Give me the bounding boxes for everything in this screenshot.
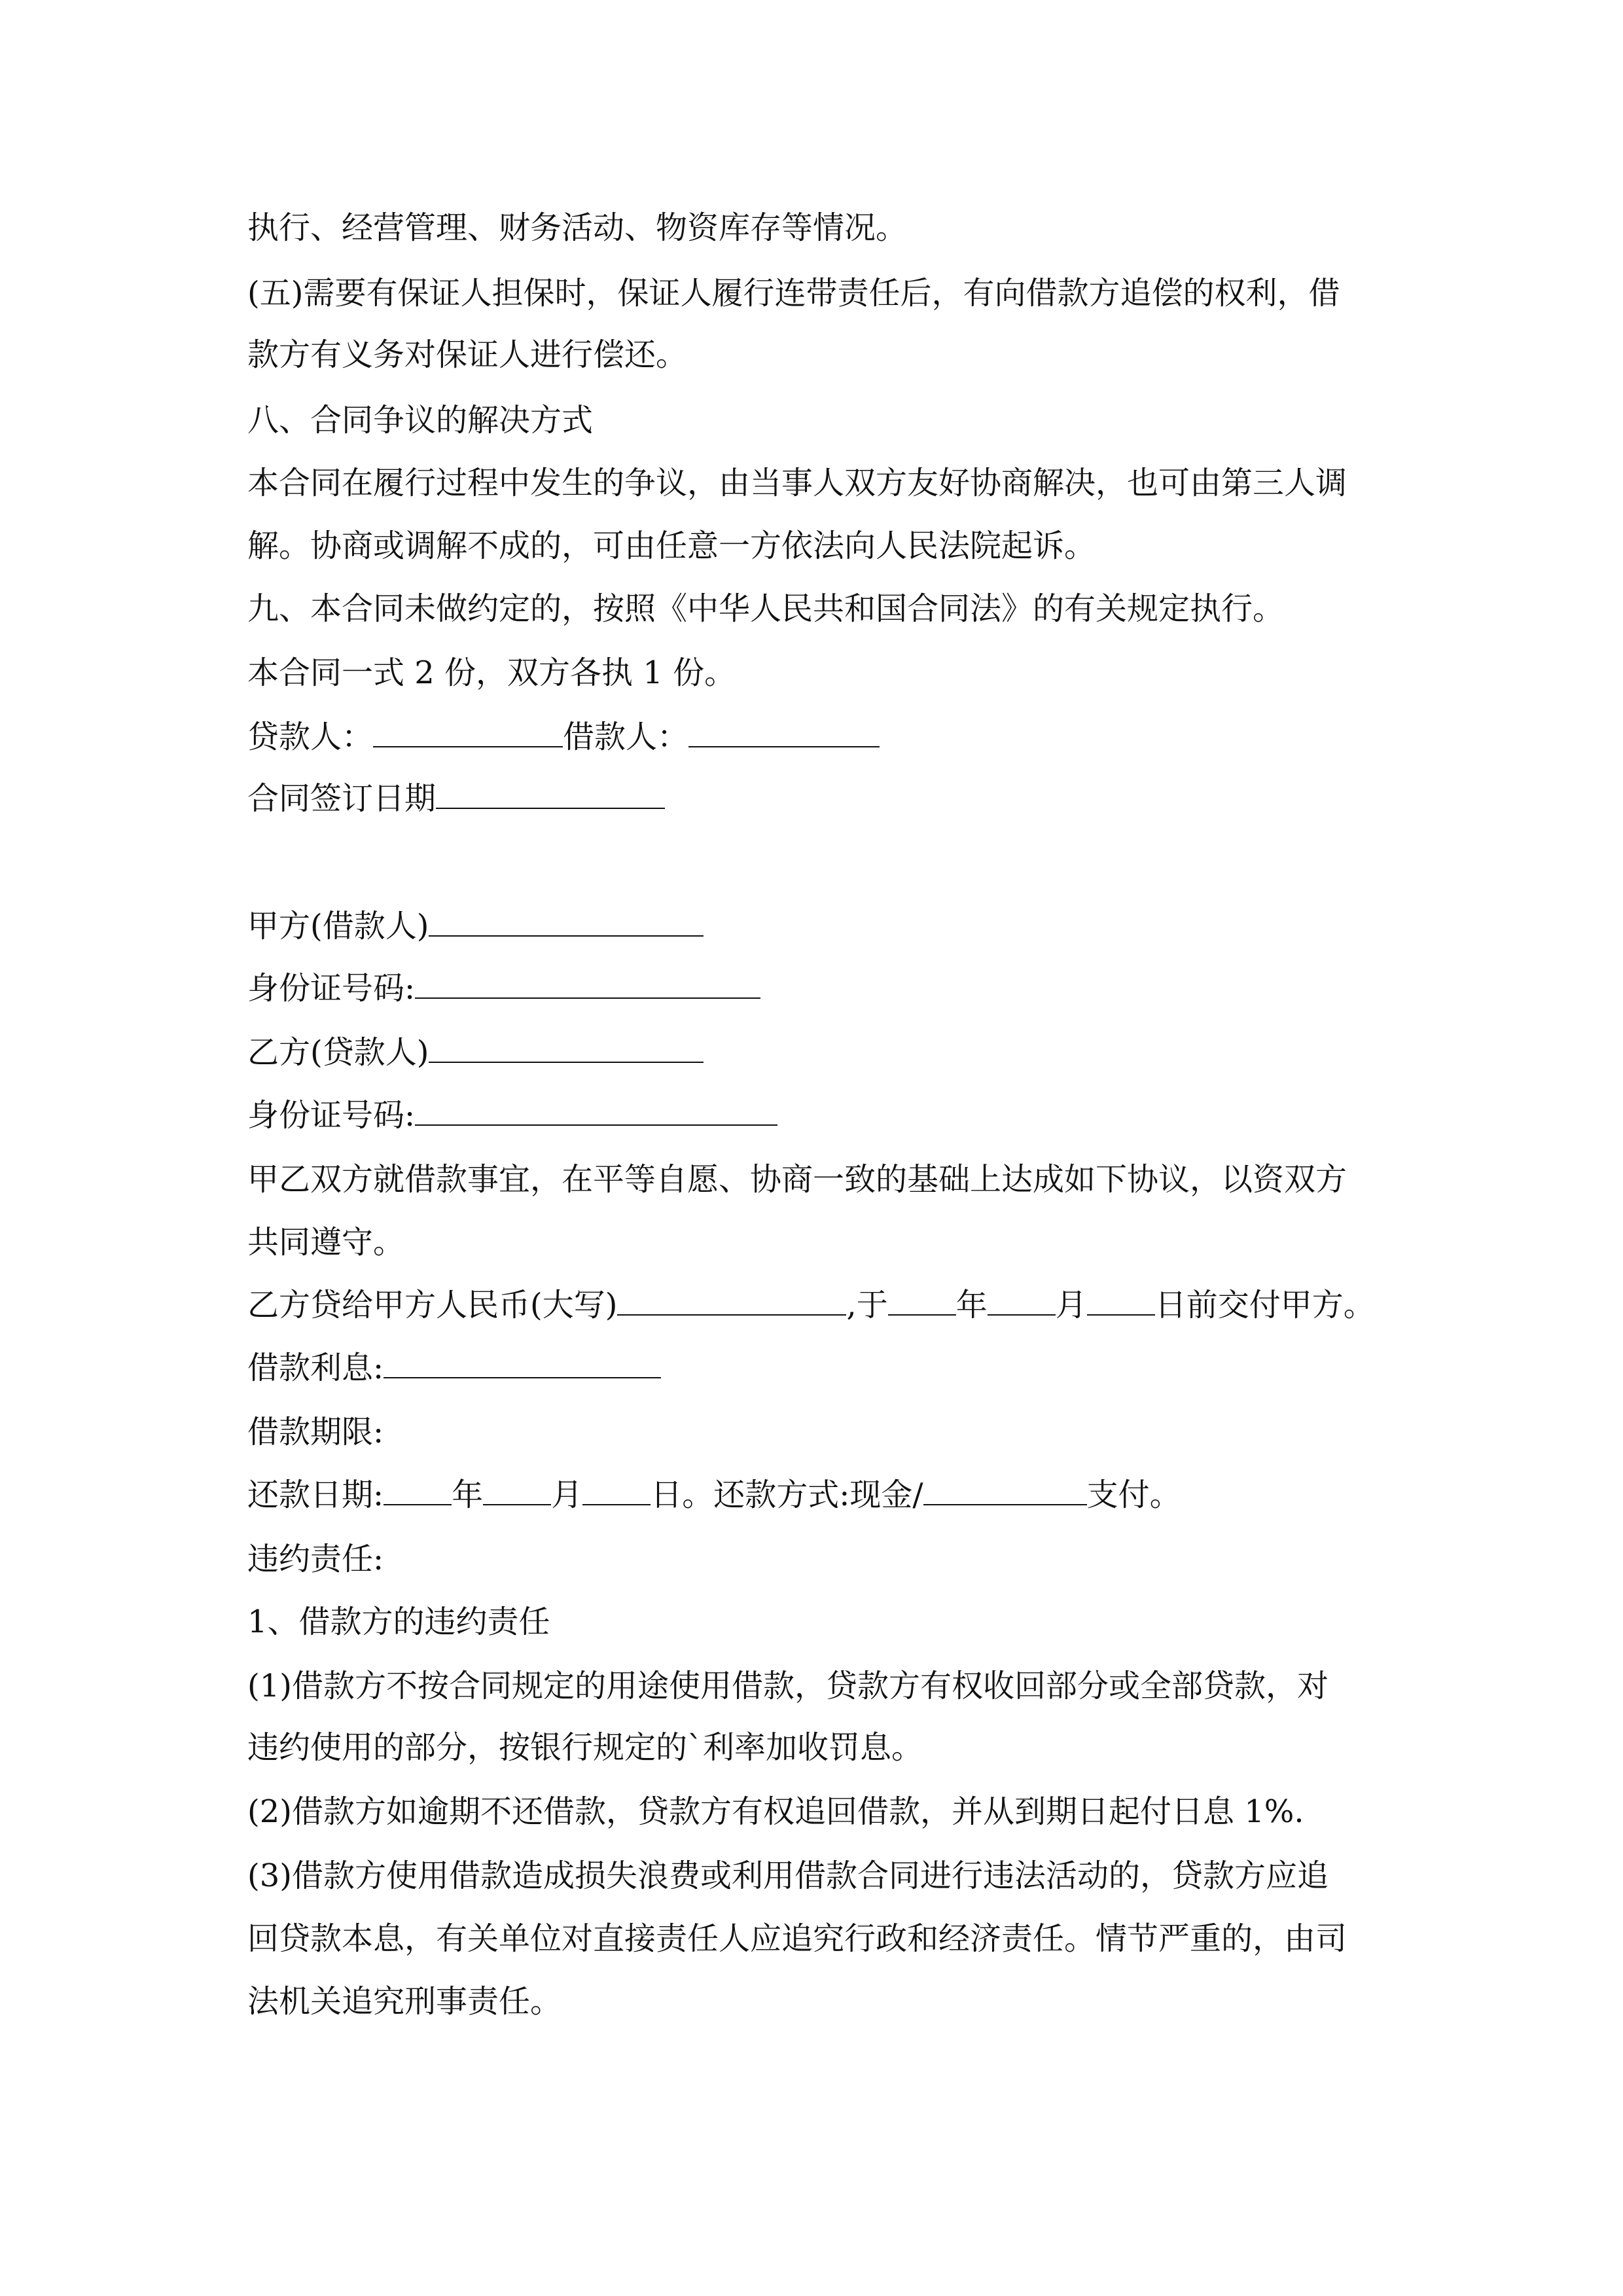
delivery-year-label: 年 [955, 1287, 988, 1323]
delivery-day-blank[interactable] [1087, 1285, 1155, 1316]
repay-day-method: 日。还款方式:现金/ [651, 1477, 923, 1513]
id-line-b [247, 1096, 777, 1135]
id-label-b: 身份证号码: [247, 1097, 416, 1134]
text-line: 解。协商或调解不成的，可由任意一方依法向人民法院起诉。 [247, 528, 1096, 564]
intro-line: 甲乙双方就借款事宜，在平等自愿、协商一致的基础上达成如下协议，以资双方 [247, 1161, 1347, 1198]
breach-item-1: 违约使用的部分，按银行规定的`利率加收罚息。 [247, 1729, 923, 1766]
party-b-line [247, 1033, 704, 1072]
interest-line [247, 1348, 661, 1388]
text-line: 执行、经营管理、财务活动、物资库存等情况。 [247, 209, 908, 246]
amount-blank[interactable] [617, 1285, 846, 1316]
amount-prefix: 乙方贷给甲方人民币(大写) [247, 1287, 618, 1323]
payment-method-blank[interactable] [923, 1475, 1087, 1505]
section-heading: 九、本合同未做约定的，按照《中华人民共和国合同法》的有关规定执行。 [247, 590, 1285, 627]
breach-item-3: 法机关追究刑事责任。 [247, 1983, 562, 2020]
breach-item-3: (3)借款方使用借款造成损失浪费或利用借款合同进行违法活动的，贷款方应追 [247, 1857, 1329, 1894]
id-label-a: 身份证号码: [247, 970, 416, 1007]
lender-blank[interactable] [373, 717, 563, 747]
id-blank-a[interactable] [415, 969, 760, 999]
signing-date-blank[interactable] [436, 779, 665, 809]
repay-year-label: 年 [452, 1477, 484, 1513]
amount-at: ,于 [846, 1287, 888, 1323]
repay-pay: 支付。 [1086, 1477, 1181, 1513]
section-heading: 八、合同争议的解决方式 [247, 402, 594, 439]
text-line: 款方有义务对保证人进行偿还。 [247, 336, 688, 373]
repay-month-label: 月 [551, 1477, 583, 1513]
intro-line: 共同遵守。 [247, 1224, 405, 1261]
delivery-month-blank[interactable] [988, 1285, 1056, 1316]
breach-item-1: (1)借款方不按合同规定的用途使用借款，贷款方有权收回部分或全部贷款，对 [247, 1668, 1329, 1704]
delivery-day-suffix: 日前交付甲方。 [1154, 1287, 1375, 1323]
text-line: (五)需要有保证人担保时，保证人履行连带责任后，有向借款方追偿的权利，借 [247, 275, 1340, 312]
repay-line [247, 1475, 1181, 1515]
repay-day-blank[interactable] [582, 1475, 651, 1505]
party-b-blank[interactable] [429, 1033, 704, 1063]
breach-label: 违约责任: [247, 1541, 384, 1577]
repay-label: 还款日期: [247, 1477, 384, 1513]
delivery-month-label: 月 [1055, 1287, 1087, 1323]
signing-date-label: 合同签订日期 [247, 780, 437, 817]
breach-title: 1、借款方的违约责任 [247, 1604, 550, 1640]
party-b-label: 乙方(贷款人) [247, 1034, 429, 1071]
text-line: 本合同一式 2 份，双方各执 1 份。 [247, 655, 736, 691]
signature-line [247, 717, 880, 757]
id-line-a [247, 969, 760, 1008]
lender-label: 贷款人： [247, 719, 374, 755]
repay-month-blank[interactable] [483, 1475, 551, 1505]
borrower-label: 借款人： [563, 719, 689, 755]
party-a-label: 甲方(借款人) [247, 908, 429, 944]
term-line: 借款期限: [247, 1414, 384, 1450]
interest-blank[interactable] [383, 1348, 661, 1378]
signing-date-line [247, 779, 665, 818]
interest-label: 借款利息: [247, 1350, 384, 1386]
text-line: 本合同在履行过程中发生的争议，由当事人双方友好协商解决，也可由第三人调 [247, 465, 1347, 501]
id-blank-b[interactable] [415, 1096, 777, 1126]
breach-item-3: 回贷款本息，有关单位对直接责任人应追究行政和经济责任。情节严重的，由司 [247, 1920, 1347, 1957]
delivery-year-blank[interactable] [888, 1285, 956, 1316]
repay-year-blank[interactable] [383, 1475, 452, 1505]
borrower-blank[interactable] [688, 717, 880, 747]
breach-item-2: (2)借款方如逾期不还借款，贷款方有权追回借款，并从到期日起付日息 1%. [247, 1793, 1304, 1830]
amount-line [247, 1285, 1375, 1325]
party-a-line [247, 906, 704, 946]
party-a-blank[interactable] [429, 906, 704, 937]
